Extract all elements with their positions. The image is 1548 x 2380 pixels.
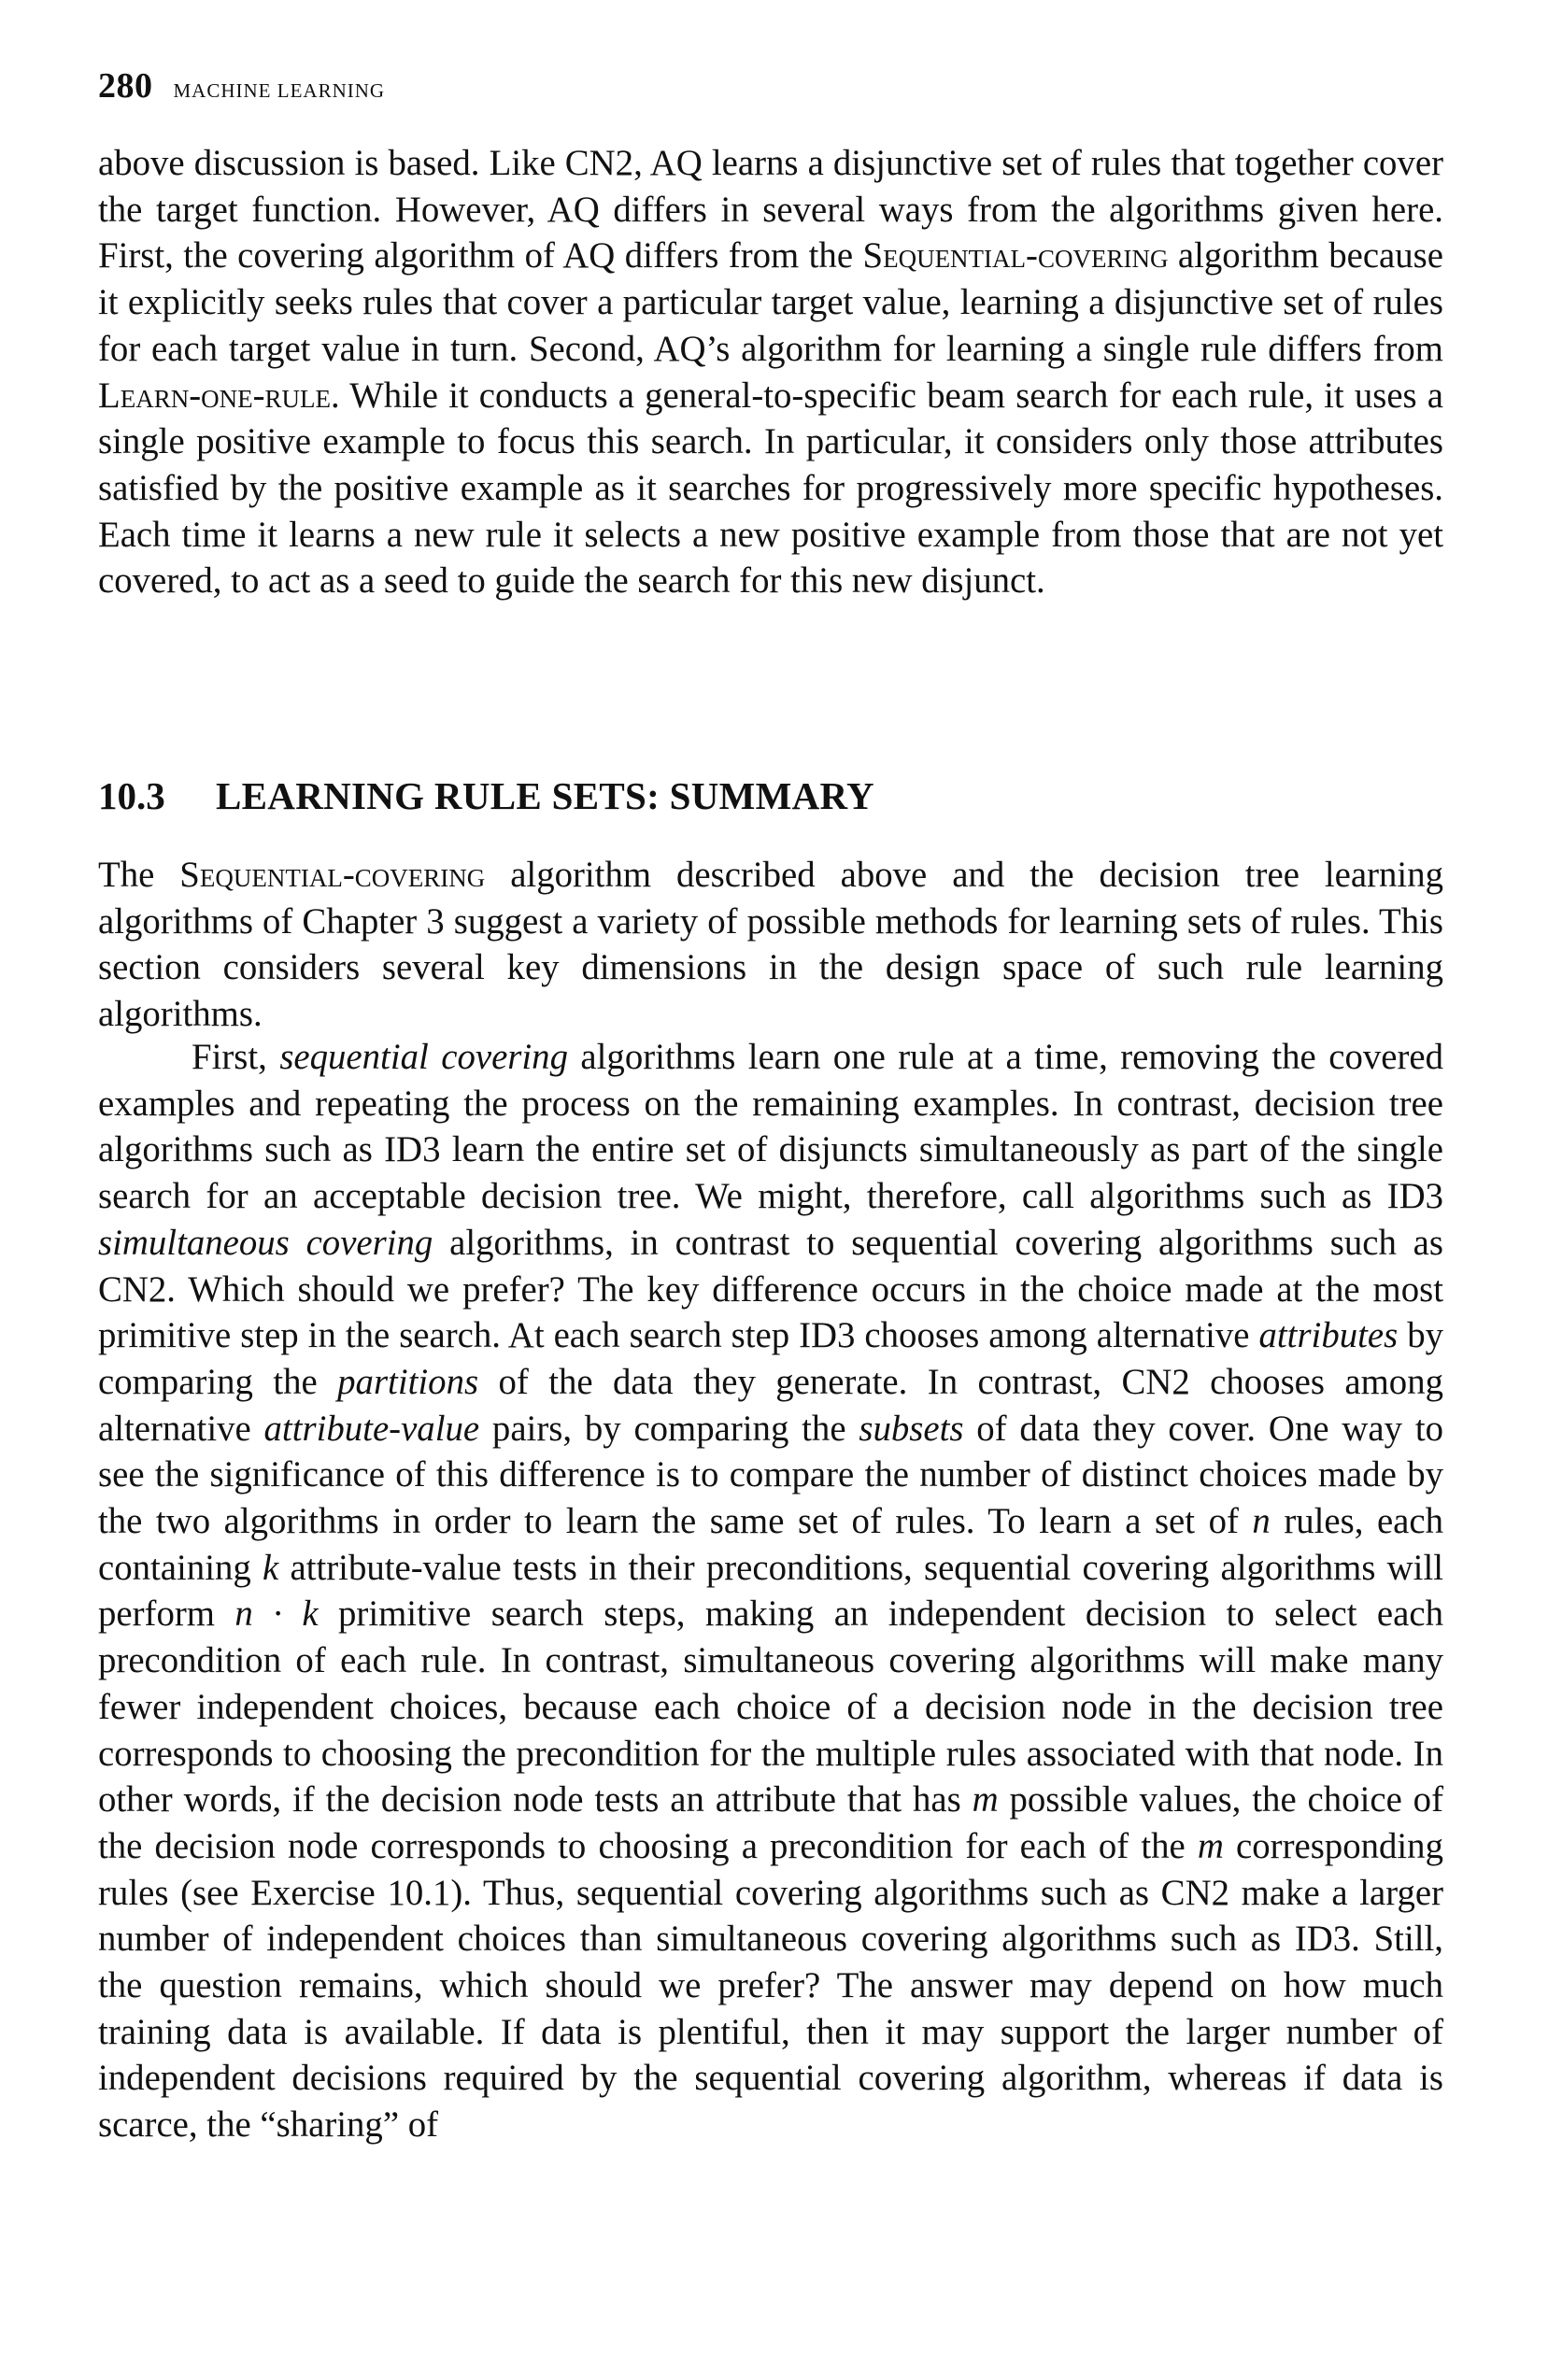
text-run: attribute-value tests in their preconditions, sequential covering algorithms will perform: [98, 1547, 1444, 1635]
emphasis-term: partitions: [337, 1361, 479, 1402]
math-variable-k: k: [263, 1547, 279, 1588]
text-run: corresponding rules (see Exercise 10.1). Thus, sequential covering algorithms such as CN2 make a larger number of independent choices than simultaneous covering algorithms such as ID3. Still, the question remains, which should we prefer? The answer may depend on how much training data is available. If data is plentiful, then it may support the larger number of independent decisions required by the sequential covering algorithm, whereas if data is scarce, the “sharing” of: [98, 1825, 1443, 2146]
math-variable-n: n: [1252, 1501, 1271, 1542]
emphasis-term: attributes: [1258, 1315, 1399, 1356]
math-variable-m: m: [1197, 1825, 1224, 1866]
paragraph-text: [98, 140, 1443, 604]
text-run: The: [98, 855, 180, 895]
paragraph-text: [98, 852, 1443, 1038]
section-number: 10.3: [98, 774, 165, 817]
text-run: algorithm because it explicitly seeks rules that cover a particular target value, learning a disjunctive set of rules for each target value in turn. Second, AQ’s algorithm for learning a single rule differs from: [98, 235, 1443, 369]
paragraph-text: [98, 1034, 1443, 2148]
text-run: of data they cover. One way to see the significance of this difference is to compare the number of distinct choices made by the two algorithms in order to learn the same set of rules. To learn a set of: [98, 1408, 1443, 1542]
text-run: algorithms learn one rule at a time, removing the covered examples and repeating the process on the remaining examples. In contrast, decision tree algorithms such as ID3 learn the entire set of disjuncts simultaneously as part of the single search for an acceptable decision tree. We might, therefore, call algorithms such as ID3: [98, 1037, 1444, 1217]
section-heading: [98, 773, 1443, 818]
text-run: pairs, by comparing the: [479, 1408, 859, 1449]
algorithm-name-sequential-covering: Sequential-covering: [179, 855, 486, 895]
algorithm-name-learn-one-rule: Learn-one-rule: [98, 375, 332, 416]
paragraph-sequential-vs-simultaneous: [98, 1034, 1443, 2148]
text-run: algorithms, in contrast to sequential covering algorithms such as CN2. Which should we prefer? The key difference occurs in the choice made at the most primitive step in the search. At each search step ID3 chooses among alternative: [98, 1222, 1443, 1356]
running-head: [98, 65, 385, 106]
emphasis-term: attribute-value: [263, 1408, 480, 1449]
emphasis-term: simultaneous covering: [98, 1222, 433, 1263]
text-run: algorithm described above and the decision tree learning algorithms of Chapter 3 suggest a variety of possible methods for learning sets of rules. This section considers several key dimensions in the design space of such rule learning algorithms.: [98, 855, 1443, 1035]
math-variable-m: m: [972, 1779, 999, 1820]
section-title: LEARNING RULE SETS: SUMMARY: [216, 774, 874, 817]
emphasis-term: sequential covering: [279, 1037, 568, 1077]
page-number: 280: [98, 66, 153, 106]
book-page: [98, 0, 1443, 2380]
algorithm-name-sequential-covering: Sequential-covering: [862, 235, 1169, 276]
text-run: rules, each containing: [98, 1501, 1443, 1588]
math-expression-n-times-k: n · k: [234, 1594, 319, 1635]
text-run: possible values, the choice of the decision node corresponds to choosing a precondition for each of the: [98, 1779, 1444, 1866]
emphasis-term: subsets: [859, 1408, 964, 1449]
book-title: MACHINE LEARNING: [173, 79, 386, 102]
text-run: primitive search steps, making an independent decision to select each precondition of each rule. In contrast, simultaneous covering algorithms will make many fewer independent choices, because each choice of a decision node in the decision tree corresponds to choosing the precondition for the multiple rules associated with that node. In other words, if the decision node tests an attribute that has: [98, 1594, 1443, 1820]
text-run: of the data they generate. In contrast, CN2 chooses among alternative: [98, 1361, 1443, 1449]
text-run: . While it conducts a general-to-specific beam search for each rule, it uses a single positive example to focus this search. In particular, it considers only those attributes satisfied by the positive example as it searches for progressively more specific hypotheses. Each time it learns a new rule it selects a new positive example from those that are not yet covered, to act as a seed to guide the search for this new disjunct.: [98, 375, 1443, 602]
paragraph-summary-intro: [98, 852, 1443, 1038]
paragraph-aq-discussion: [98, 140, 1443, 604]
text-run: by comparing the: [98, 1315, 1443, 1402]
text-run: above discussion is based. Like CN2, AQ learns a disjunctive set of rules that together cover the target function. However, AQ differs in several ways from the algorithms given here. First, the covering algorithm of AQ differs from the: [98, 143, 1443, 276]
text-run: First,: [192, 1037, 280, 1077]
